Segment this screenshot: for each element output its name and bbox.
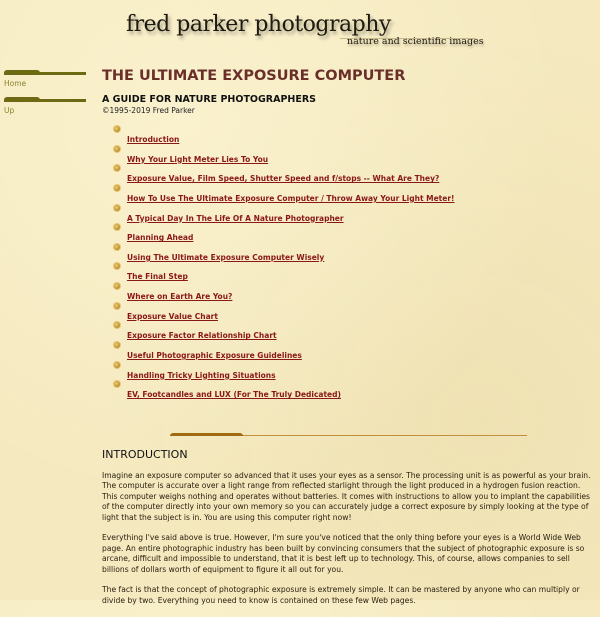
nav-up-link[interactable]: Up <box>4 106 15 115</box>
nav-home[interactable] <box>4 72 86 88</box>
nav-home-link[interactable]: Home <box>4 79 27 88</box>
bullet-icon <box>114 342 120 348</box>
toc-link[interactable]: A Typical Day In The Life Of A Nature Photographer <box>127 213 344 223</box>
toc-link[interactable]: The Final Step <box>127 272 188 282</box>
site-logo[interactable]: fred parker photography <box>126 12 391 37</box>
paragraph: Imagine an exposure computer so advanced that it uses your eyes as a sensor. The processing unit is as powerful as your brain. The computer is accurate over a light range from reflected starlight through the light produced in a hydrogen fusion reaction. This computer weighs nothing and operates without batteries. It comes with instructions to allow you to implant the capabilities of the computer directly into your own memory so you can accurately judge a correct exposure by simply looking at the type of light that the subject is in. You are using this computer right now! <box>102 471 591 522</box>
bullet-icon <box>114 322 120 328</box>
toc-link[interactable]: How To Use The Ultimate Exposure Computer / Throw Away Your Light Meter! <box>127 193 455 203</box>
site-tagline: nature and scientific images <box>347 36 484 47</box>
bullet-icon <box>114 303 120 309</box>
toc-link[interactable]: Why Your Light Meter Lies To You <box>127 154 269 164</box>
page-subtitle: A GUIDE FOR NATURE PHOTOGRAPHERS <box>102 94 317 105</box>
nav-bar-decoration <box>4 72 86 75</box>
toc-link[interactable]: Exposure Factor Relationship Chart <box>127 331 277 341</box>
paragraph: Everything I've said above is true. However, I'm sure you've noticed that the only thing before your eyes is a World Wide Web page. An entire photographic industry has been built by convincing consumers that the subject of photographic exposure is so arcane, difficult and impossible to understand, that it is best left up to technology. This, of course, allows companies to sell billions of dollars worth of equipment to figure it all out for you. <box>102 533 585 574</box>
toc-link[interactable]: Planning Ahead <box>127 233 194 243</box>
bullet-icon <box>114 165 120 171</box>
copyright: ©1995-2019 Fred Parker <box>102 106 195 115</box>
bullet-icon <box>114 205 120 211</box>
toc-link[interactable]: EV, Footcandles and LUX (For The Truly Dedicated) <box>127 390 341 400</box>
bullet-icon <box>114 146 120 152</box>
bullet-icon <box>114 126 120 132</box>
bullet-icon <box>114 263 120 269</box>
toc-link[interactable]: Useful Photographic Exposure Guidelines <box>127 351 302 361</box>
page-title: THE ULTIMATE EXPOSURE COMPUTER <box>102 68 406 84</box>
bullet-icon <box>114 362 120 368</box>
toc-link[interactable]: Handling Tricky Lighting Situations <box>127 370 276 380</box>
bullet-icon <box>114 381 120 387</box>
toc-link[interactable]: Where on Earth Are You? <box>127 292 233 302</box>
toc-link[interactable]: Introduction <box>127 135 180 144</box>
toc-link[interactable]: Using The Ultimate Exposure Computer Wisely <box>127 252 325 262</box>
toc-link[interactable]: Exposure Value, Film Speed, Shutter Speed and f/stops -- What Are They? <box>127 174 440 184</box>
nav-up[interactable] <box>4 99 86 115</box>
bullet-icon <box>114 224 120 230</box>
section-divider <box>170 435 527 436</box>
bullet-icon <box>114 283 120 289</box>
section-body <box>102 471 594 617</box>
toc-link[interactable]: Exposure Value Chart <box>127 311 218 321</box>
section-heading: INTRODUCTION <box>102 448 188 461</box>
bullet-icon <box>114 185 120 191</box>
bullet-icon <box>114 244 120 250</box>
paragraph: The fact is that the concept of photographic exposure is extremely simple. It can be mastered by anyone who can multiply or divide by two. Everything you need to know is contained on these few Web pages. <box>102 585 580 605</box>
nav-bar-decoration <box>4 99 86 102</box>
